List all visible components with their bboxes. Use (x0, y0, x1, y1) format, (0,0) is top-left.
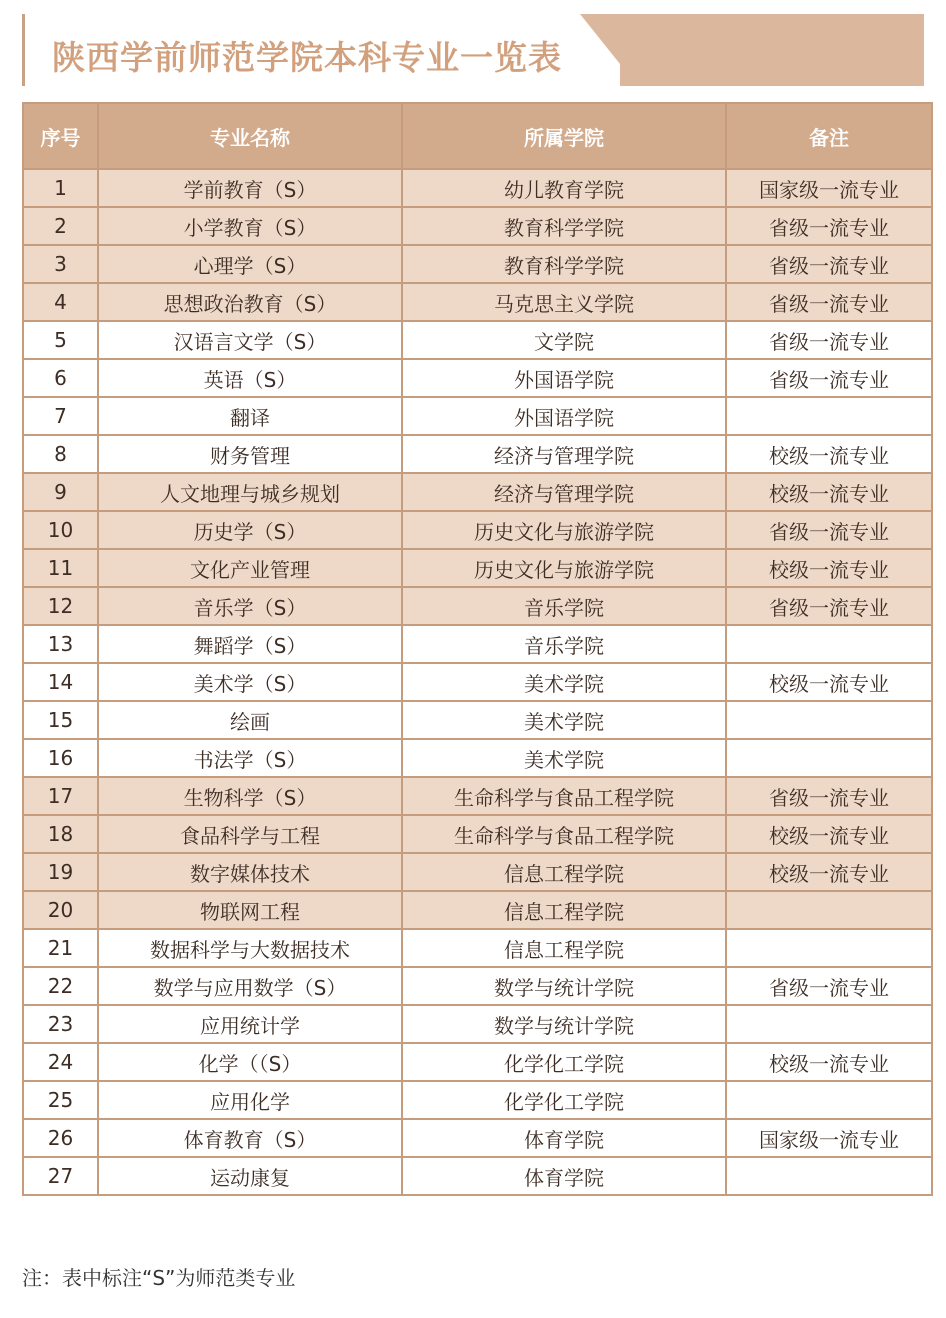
cell-major-name: 美术学（S） (98, 663, 402, 701)
cell-major-name: 绘画 (98, 701, 402, 739)
cell-number: 18 (23, 815, 98, 853)
cell-note: 省级一流专业 (726, 245, 932, 283)
cell-college: 体育学院 (402, 1157, 726, 1195)
table-row (23, 701, 932, 739)
table-body (23, 169, 932, 1195)
cell-college: 信息工程学院 (402, 853, 726, 891)
cell-number: 1 (23, 169, 98, 207)
cell-major-name: 历史学（S） (98, 511, 402, 549)
cell-major-name: 汉语言文学（S） (98, 321, 402, 359)
cell-college: 美术学院 (402, 701, 726, 739)
cell-number: 13 (23, 625, 98, 663)
footnote: 注：表中标注“S”为师范类专业 (22, 1266, 296, 1290)
table-row (23, 397, 932, 435)
table-row (23, 967, 932, 1005)
cell-note: 省级一流专业 (726, 207, 932, 245)
cell-number: 17 (23, 777, 98, 815)
cell-college: 信息工程学院 (402, 929, 726, 967)
table-row (23, 359, 932, 397)
cell-number: 20 (23, 891, 98, 929)
cell-major-name: 心理学（S） (98, 245, 402, 283)
cell-college: 外国语学院 (402, 359, 726, 397)
cell-note (726, 929, 932, 967)
table-row (23, 625, 932, 663)
cell-note: 省级一流专业 (726, 967, 932, 1005)
table-row (23, 1005, 932, 1043)
cell-college: 数学与统计学院 (402, 1005, 726, 1043)
table-row (23, 1157, 932, 1195)
cell-number: 3 (23, 245, 98, 283)
cell-number: 4 (23, 283, 98, 321)
cell-note: 省级一流专业 (726, 359, 932, 397)
cell-note: 省级一流专业 (726, 283, 932, 321)
cell-number: 26 (23, 1119, 98, 1157)
table-row (23, 853, 932, 891)
cell-number: 6 (23, 359, 98, 397)
cell-major-name: 体育教育（S） (98, 1119, 402, 1157)
cell-number: 22 (23, 967, 98, 1005)
cell-college: 教育科学学院 (402, 207, 726, 245)
cell-note (726, 397, 932, 435)
cell-college: 音乐学院 (402, 625, 726, 663)
cell-college: 历史文化与旅游学院 (402, 511, 726, 549)
cell-number: 27 (23, 1157, 98, 1195)
cell-major-name: 文化产业管理 (98, 549, 402, 587)
cell-major-name: 财务管理 (98, 435, 402, 473)
cell-note (726, 891, 932, 929)
table-row (23, 245, 932, 283)
header-note: 备注 (726, 103, 932, 169)
cell-major-name: 数学与应用数学（S） (98, 967, 402, 1005)
cell-major-name: 应用化学 (98, 1081, 402, 1119)
cell-college: 外国语学院 (402, 397, 726, 435)
cell-college: 数学与统计学院 (402, 967, 726, 1005)
table-row (23, 777, 932, 815)
cell-major-name: 英语（S） (98, 359, 402, 397)
cell-number: 7 (23, 397, 98, 435)
cell-number: 14 (23, 663, 98, 701)
cell-number: 11 (23, 549, 98, 587)
cell-number: 19 (23, 853, 98, 891)
cell-number: 24 (23, 1043, 98, 1081)
cell-number: 25 (23, 1081, 98, 1119)
table-row (23, 207, 932, 245)
cell-note: 省级一流专业 (726, 511, 932, 549)
cell-major-name: 生物科学（S） (98, 777, 402, 815)
cell-note (726, 701, 932, 739)
cell-number: 23 (23, 1005, 98, 1043)
cell-major-name: 音乐学（S） (98, 587, 402, 625)
cell-major-name: 物联网工程 (98, 891, 402, 929)
cell-number: 5 (23, 321, 98, 359)
table-row (23, 169, 932, 207)
table-row (23, 549, 932, 587)
cell-college: 体育学院 (402, 1119, 726, 1157)
cell-number: 8 (23, 435, 98, 473)
cell-college: 生命科学与食品工程学院 (402, 815, 726, 853)
table-row (23, 1043, 932, 1081)
cell-note: 省级一流专业 (726, 587, 932, 625)
cell-number: 21 (23, 929, 98, 967)
table-row (23, 283, 932, 321)
cell-number: 16 (23, 739, 98, 777)
cell-college: 化学化工学院 (402, 1081, 726, 1119)
cell-number: 2 (23, 207, 98, 245)
table-header-row (23, 103, 932, 169)
cell-major-name: 书法学（S） (98, 739, 402, 777)
cell-note: 校级一流专业 (726, 473, 932, 511)
cell-note (726, 1157, 932, 1195)
cell-number: 9 (23, 473, 98, 511)
cell-note (726, 625, 932, 663)
cell-college: 美术学院 (402, 739, 726, 777)
cell-college: 美术学院 (402, 663, 726, 701)
cell-major-name: 食品科学与工程 (98, 815, 402, 853)
cell-note (726, 1005, 932, 1043)
cell-major-name: 舞蹈学（S） (98, 625, 402, 663)
cell-note: 校级一流专业 (726, 435, 932, 473)
cell-college: 教育科学学院 (402, 245, 726, 283)
page-title: 陕西学前师范学院本科专业一览表 (52, 38, 562, 77)
cell-college: 化学化工学院 (402, 1043, 726, 1081)
cell-college: 生命科学与食品工程学院 (402, 777, 726, 815)
title-banner (22, 14, 924, 86)
cell-major-name: 应用统计学 (98, 1005, 402, 1043)
table-row (23, 891, 932, 929)
table-row (23, 587, 932, 625)
cell-major-name: 小学教育（S） (98, 207, 402, 245)
cell-note: 国家级一流专业 (726, 1119, 932, 1157)
cell-major-name: 化学（（S） (98, 1043, 402, 1081)
cell-college: 音乐学院 (402, 587, 726, 625)
cell-major-name: 运动康复 (98, 1157, 402, 1195)
cell-note (726, 1081, 932, 1119)
cell-college: 信息工程学院 (402, 891, 726, 929)
cell-number: 10 (23, 511, 98, 549)
cell-college: 经济与管理学院 (402, 435, 726, 473)
header-number: 序号 (23, 103, 98, 169)
cell-college: 历史文化与旅游学院 (402, 549, 726, 587)
cell-note: 校级一流专业 (726, 549, 932, 587)
table-row (23, 321, 932, 359)
table-row (23, 739, 932, 777)
cell-college: 经济与管理学院 (402, 473, 726, 511)
header-college: 所属学院 (402, 103, 726, 169)
cell-note: 校级一流专业 (726, 1043, 932, 1081)
cell-note: 国家级一流专业 (726, 169, 932, 207)
cell-note: 省级一流专业 (726, 321, 932, 359)
table-row (23, 1081, 932, 1119)
cell-note: 校级一流专业 (726, 853, 932, 891)
cell-number: 15 (23, 701, 98, 739)
cell-note: 省级一流专业 (726, 777, 932, 815)
cell-major-name: 数字媒体技术 (98, 853, 402, 891)
table-row (23, 815, 932, 853)
cell-college: 幼儿教育学院 (402, 169, 726, 207)
cell-major-name: 思想政治教育（S） (98, 283, 402, 321)
cell-note: 校级一流专业 (726, 815, 932, 853)
cell-major-name: 数据科学与大数据技术 (98, 929, 402, 967)
table-row (23, 929, 932, 967)
cell-note: 校级一流专业 (726, 663, 932, 701)
table-row (23, 1119, 932, 1157)
cell-major-name: 翻译 (98, 397, 402, 435)
cell-major-name: 学前教育（S） (98, 169, 402, 207)
cell-college: 文学院 (402, 321, 726, 359)
cell-note (726, 739, 932, 777)
cell-number: 12 (23, 587, 98, 625)
table-row (23, 435, 932, 473)
cell-major-name: 人文地理与城乡规划 (98, 473, 402, 511)
cell-college: 马克思主义学院 (402, 283, 726, 321)
table-row (23, 511, 932, 549)
header-major-name: 专业名称 (98, 103, 402, 169)
table-row (23, 473, 932, 511)
majors-table (22, 102, 933, 1196)
table-row (23, 663, 932, 701)
